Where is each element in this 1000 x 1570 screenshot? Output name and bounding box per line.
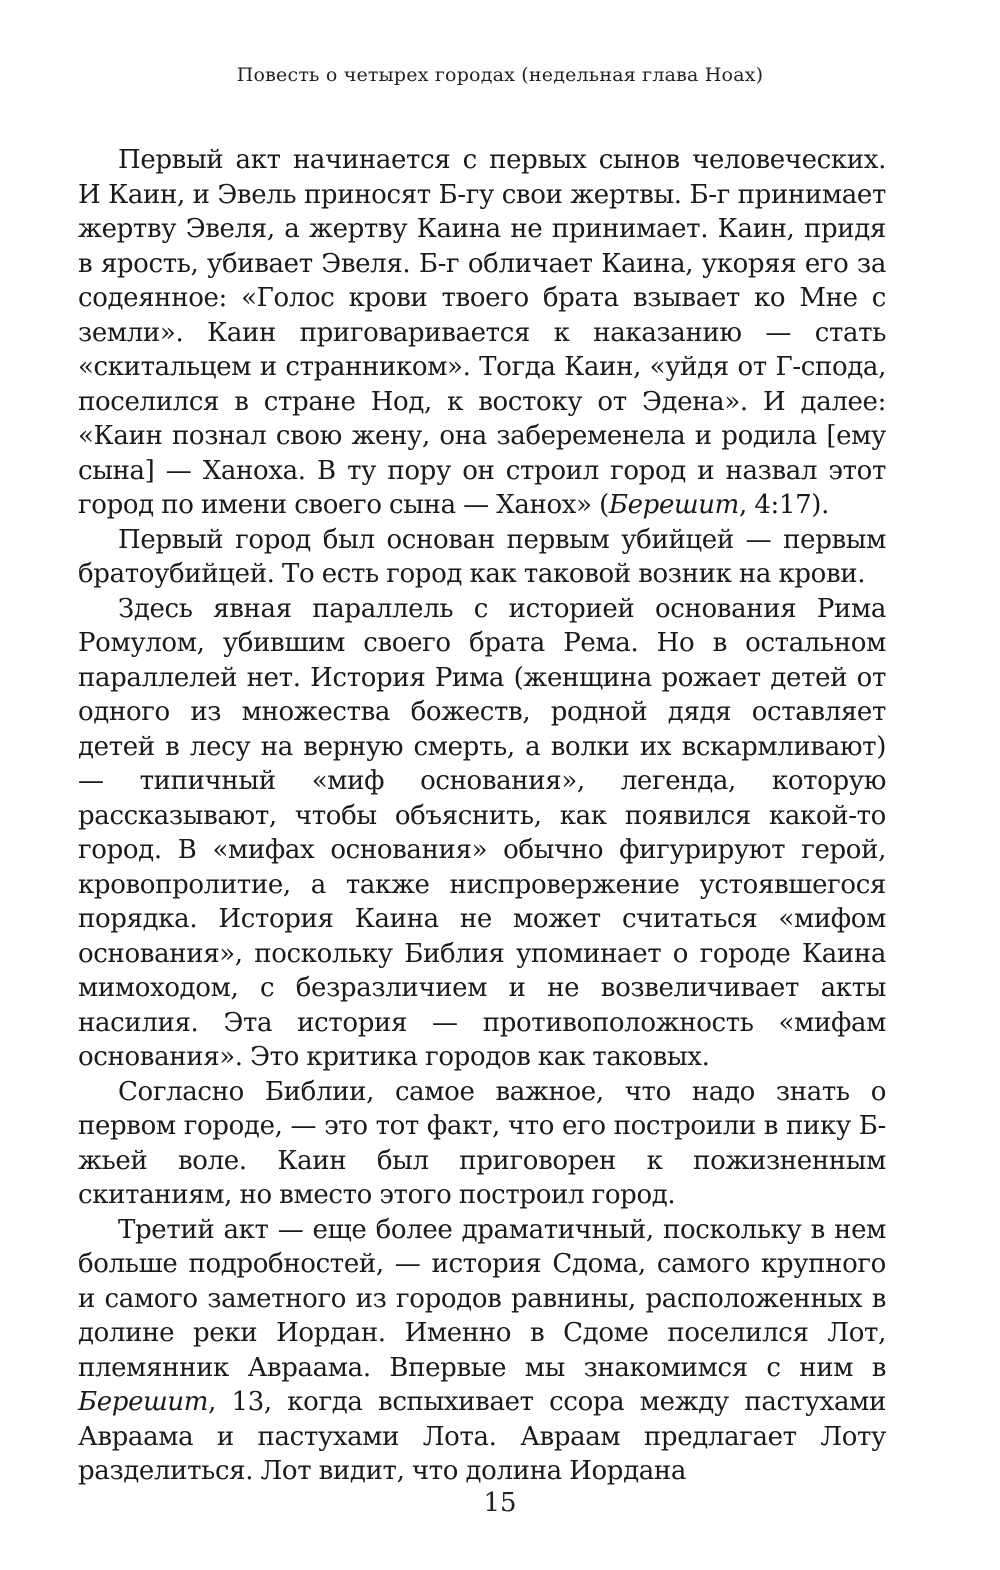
paragraph-1: Первый акт начинается с первых сынов человеческих. И Каин, и Эвель приносят Б-гу свои жертвы. Б-г принимает жертву Эвеля, а жертву Каина не принимает. Каин, придя в ярость, убивает Эвеля. Б-г обличает Каина, укоряя его за содеянное: «Голос крови твоего брата взывает ко Мне с земли». Каин приговаривается к наказанию — стать «скитальцем и странником». Тогда Каин, «уйдя от Г-спода, поселился в стране Нод, к востоку от Эдена». И далее: «Каин познал свою жену, она забеременела и родила [ему сына] — Ханоха. В ту пору он строил город и назвал этот город по имени своего сына — Ханох» (Берешит, 4:17). bbox=[78, 145, 886, 520]
paragraph-3: Здесь явная параллель с историей основания Рима Ромулом, убившим своего брата Рема. Но в остальном параллелей нет. История Рима (женщина рожает детей от одного из множества божеств, родной дядя оставляет детей в лесу на верную смерть, а волки их вскармливают) — типичный «миф основания», легенда, которую рассказывают, чтобы объяснить, как появился какой-то город. В «мифах основания» обычно фигурируют герой, кровопролитие, а также ниспровержение устоявшегося порядка. История Каина не может считаться «мифом основания», поскольку Библия упоминает о городе Каина мимоходом, с безразличием и не возвеличивает акты насилия. Эта история — противоположность «мифам основания». Это критика городов как таковых. bbox=[78, 593, 886, 1072]
body-text bbox=[78, 143, 886, 1489]
paragraph-5: Третий акт — еще более драматичный, поскольку в нем больше подробностей, — история Сдома, самого крупного и самого заметного из городов равнины, расположенных в долине реки Иордан. Именно в Сдоме поселился Лот, племянник Авраама. Впервые мы знакомимся с ним в Берешит, 13, когда вспыхивает ссора между пастухами Авраама и пастухами Лота. Авраам предлагает Лоту разделиться. Лот видит, что долина Иордана bbox=[78, 1214, 886, 1486]
paragraph-2: Первый город был основан первым убийцей — первым братоубийцей. То есть город как таковой возник на крови. bbox=[78, 524, 886, 589]
running-header: Повесть о четырех городах (недельная глава Ноах) bbox=[236, 64, 764, 86]
paragraph-4: Согласно Библии, самое важное, что надо знать о первом городе, — это тот факт, что его построили в пику Б-жьей воле. Каин был приговорен к пожизненным скитаниям, но вместо этого построил город. bbox=[78, 1076, 886, 1210]
page-number: 15 bbox=[483, 1488, 517, 1518]
